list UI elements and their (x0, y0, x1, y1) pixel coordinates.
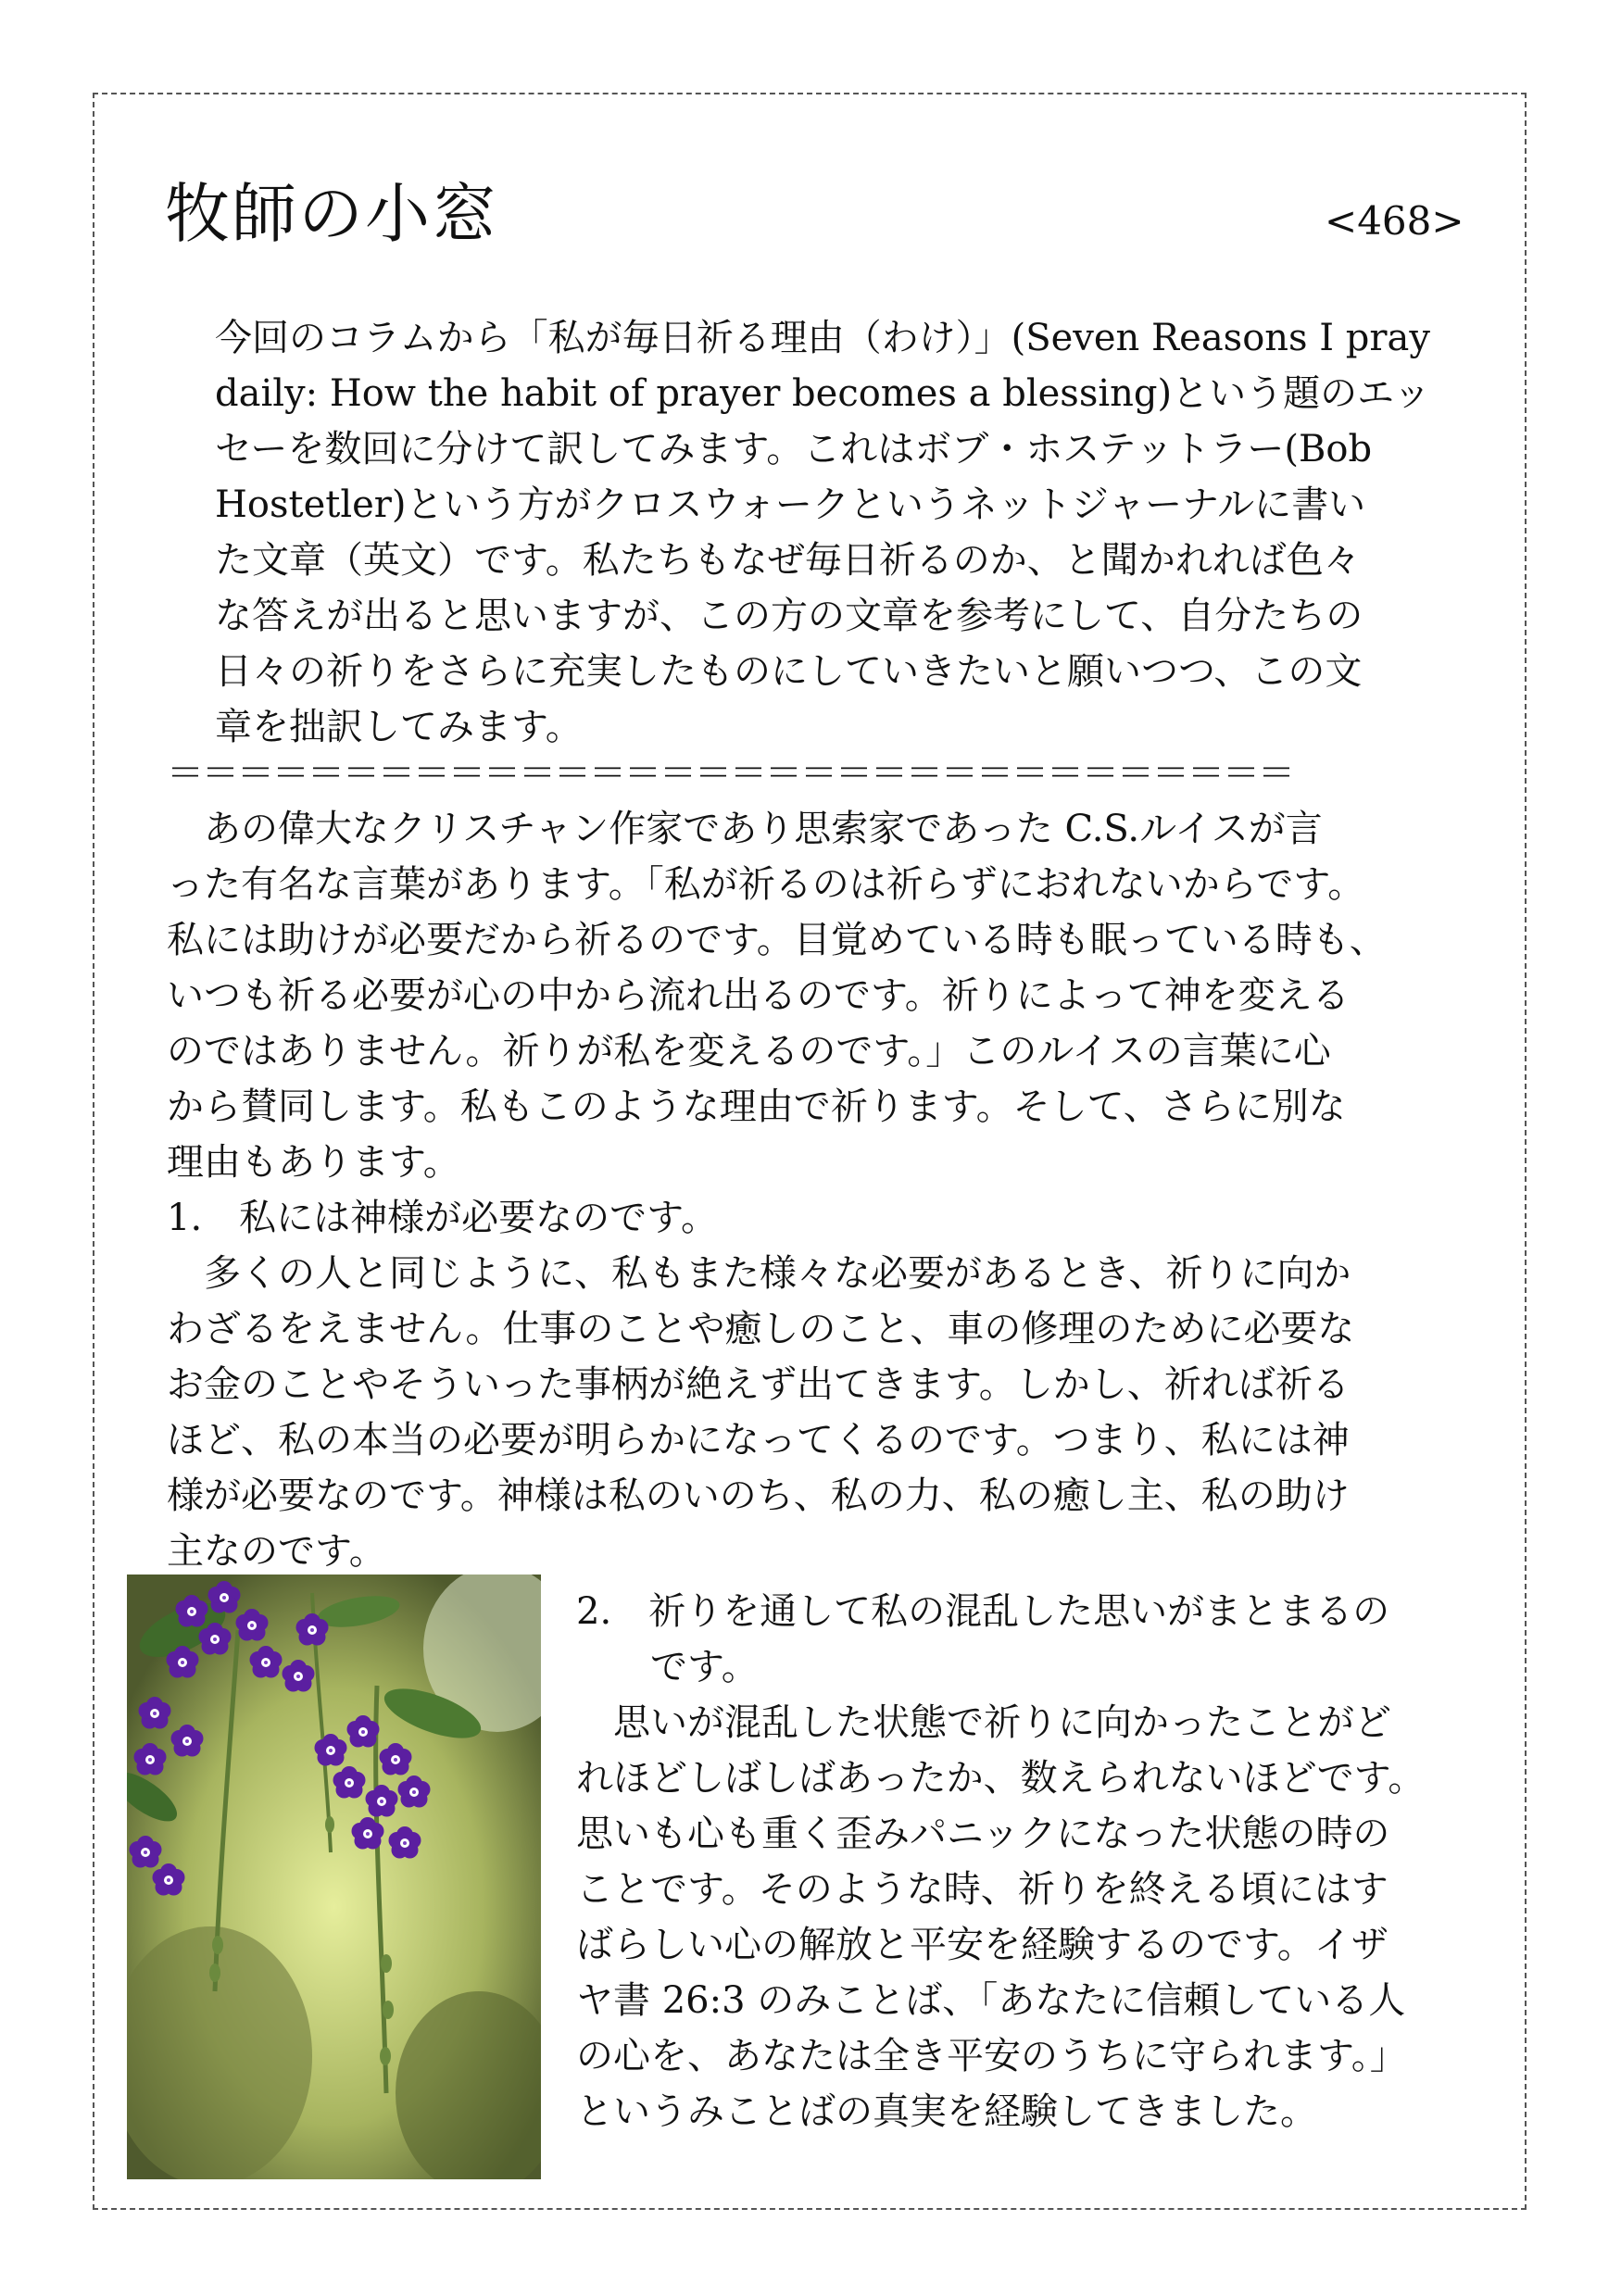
body-line: った有名な言葉があります。「私が祈るのは祈らずにおれないからです。 (167, 863, 1365, 906)
intro-line: 章を拙訳してみます。 (215, 706, 583, 748)
body-line: 様が必要なのです。神様は私のいのち、私の力、私の癒し主、私の助け (167, 1474, 1350, 1517)
intro-line: Hostetler)という方がクロスウォークというネットジャーナルに書い (215, 483, 1366, 526)
body-line: から賛同します。私もこのような理由で祈ります。そして、さらに別な (167, 1085, 1346, 1128)
intro-line: 今回のコラムから「私が毎日祈る理由（わけ）」(Seven Reasons I pray (215, 317, 1430, 359)
right-line: ヤ書 26:3 のみことば、「あなたに信頼している人 (576, 1979, 1406, 2022)
body-line: 主なのです。 (167, 1530, 386, 1573)
body-line: いつも祈る必要が心の中から流れ出るのです。祈りによって神を変える (167, 974, 1350, 1017)
intro-line: な答えが出ると思いますが、この方の文章を参考にして、自分たちの (215, 595, 1363, 637)
right-line: の心を、あなたは全き平安のうちに守られます。」 (576, 2035, 1407, 2077)
right-line: 思いが混乱した状態で祈りに向かったことがど (576, 1701, 1391, 1744)
body-line: あの偉大なクリスチャン作家であり思索家であった C.S.ルイスが言 (167, 808, 1323, 850)
purple-flowers-illustration (127, 1575, 541, 2179)
section-heading-1: 1. 私には神様が必要なのです。 (167, 1197, 718, 1239)
right-line: ばらしい心の解放と平安を経験するのです。イザ (576, 1924, 1389, 1966)
intro-line: セーを数回に分けて訳してみます。これはボブ・ホステットラー(Bob (215, 428, 1373, 470)
flower-photo (127, 1575, 541, 2179)
body-line: のではありません。祈りが私を変えるのです。」このルイスの言葉に心 (167, 1030, 1331, 1073)
body-line: お金のことやそういった事柄が絶えず出てきます。しかし、祈れば祈る (167, 1363, 1350, 1406)
body-line: わざるをえません。仕事のことや癒しのこと、車の修理のために必要な (167, 1308, 1355, 1350)
issue-number: <468> (1325, 198, 1464, 244)
intro-line: た文章（英文）です。私たちもなぜ毎日祈るのか、と聞かれれば色々 (215, 539, 1361, 582)
body-line: 私には助けが必要だから祈るのです。目覚めている時も眠っている時も、 (167, 919, 1387, 961)
body-line: 多くの人と同じように、私もまた様々な必要があるとき、祈りに向か (167, 1252, 1351, 1295)
right-line: れほどしばしばあったか、数えられないほどです。 (576, 1757, 1426, 1800)
intro-line: 日々の祈りをさらに充実したものにしていきたいと願いつつ、この文 (215, 650, 1363, 693)
intro-line: daily: How the habit of prayer becomes a blessing)という題のエッ (215, 372, 1431, 415)
body-line: 理由もあります。 (167, 1141, 460, 1184)
section-heading-2: 2. 祈りを通して私の混乱した思いがまとまるの (576, 1590, 1390, 1633)
page-title: 牧師の小窓 (165, 176, 498, 252)
separator: ＝＝＝＝＝＝＝＝＝＝＝＝＝＝＝＝＝＝＝＝＝＝＝＝＝＝＝＝＝＝＝＝ (167, 752, 1293, 795)
right-line: ことです。そのような時、祈りを終える頃にはす (576, 1868, 1389, 1911)
right-line: です。 (576, 1646, 759, 1688)
right-line: というみことばの真実を経験してきました。 (576, 2090, 1317, 2133)
body-line: ほど、私の本当の必要が明らかになってくるのです。つまり、私には神 (167, 1419, 1350, 1462)
right-line: 思いも心も重く歪みパニックになった状態の時の (576, 1813, 1390, 1855)
